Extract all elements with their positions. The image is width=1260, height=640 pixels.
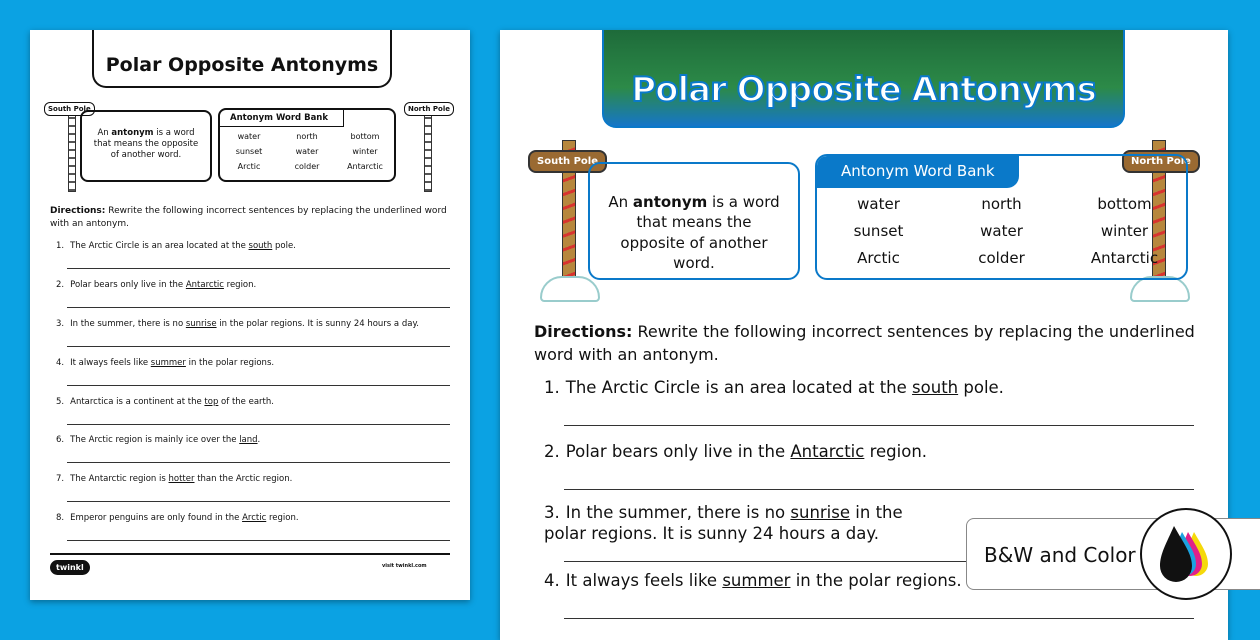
word-bank-grid	[817, 188, 1186, 267]
answer-line	[67, 268, 450, 269]
snow-mound	[540, 276, 600, 302]
sentence-text: 7.	[56, 474, 65, 484]
word-bank-word: Antarctic	[1090, 249, 1159, 267]
badge-label: B&W and Color	[984, 543, 1136, 567]
sentence-text: The Antarctic region is	[70, 474, 169, 484]
answer-line	[67, 424, 450, 425]
word-bank-grid	[220, 127, 394, 171]
sentence-text: 4.	[56, 358, 65, 368]
word-bank-word: winter	[1100, 222, 1149, 240]
sentence-text: It always feels like	[565, 571, 723, 590]
underlined-word: land	[239, 435, 258, 445]
sentence-text: in the polar regions.	[790, 571, 962, 590]
definition-term: antonym	[632, 193, 708, 211]
answer-line	[564, 489, 1194, 490]
underlined-word: south	[248, 241, 273, 251]
sentence-text: 4.	[544, 571, 560, 590]
word-bank-word: water	[295, 147, 319, 156]
answer-line	[564, 425, 1194, 426]
underlined-word: summer	[150, 358, 186, 368]
sentence-text: In the summer, there is no	[70, 319, 186, 329]
sentence-text: Polar bears only live in the	[565, 442, 791, 461]
word-bank-word: sunset	[853, 222, 904, 240]
directions	[534, 320, 1204, 366]
word-bank-word: water	[980, 222, 1023, 240]
definition-text: An	[97, 128, 112, 138]
word-bank-word: colder	[294, 162, 320, 171]
sentence-text: The Arctic Circle is an area located at the	[565, 378, 913, 397]
sentence-item	[56, 358, 274, 368]
north-pole-sign: North Pole	[404, 102, 454, 116]
answer-line	[564, 618, 1194, 619]
word-bank-word: winter	[352, 147, 378, 156]
sentence-text: 3.	[544, 503, 560, 522]
answer-line	[67, 501, 450, 502]
sentence-text: The Arctic Circle is an area located at the	[70, 241, 249, 251]
footer-divider	[50, 553, 450, 555]
word-bank-heading: Antonym Word Bank	[220, 110, 344, 127]
underlined-word: sunrise	[185, 319, 217, 329]
sentence-text: pole.	[272, 241, 296, 251]
sentence-text: region.	[223, 280, 257, 290]
sentence-text: in the polar regions. It is sunny 24 hours a day.	[216, 319, 419, 329]
sentence-text: Antarctica is a continent at the	[70, 397, 205, 407]
bw-worksheet-preview	[30, 30, 470, 600]
sentence-text: .	[257, 435, 261, 445]
sentence-text: 5.	[56, 397, 65, 407]
sentence-text: Polar bears only live in the	[70, 280, 186, 290]
word-bank	[218, 108, 396, 182]
word-bank-word: colder	[978, 249, 1025, 267]
sentence-item	[56, 513, 299, 523]
underlined-word: Antarctic	[185, 280, 224, 290]
ink-drops-icon	[1140, 508, 1232, 600]
sentence-text: pole.	[958, 378, 1004, 397]
sentence-text: In the summer, there is no	[565, 503, 791, 522]
word-bank-heading: Antonym Word Bank	[817, 156, 1019, 188]
word-bank-word: bottom	[350, 132, 380, 141]
twinkl-logo: twinkl	[50, 560, 90, 575]
word-bank-word: north	[296, 132, 318, 141]
word-bank-word: bottom	[1097, 195, 1152, 213]
word-bank	[815, 154, 1188, 280]
answer-line	[67, 346, 450, 347]
sentence-item	[544, 502, 949, 545]
sentence-text: region.	[864, 442, 928, 461]
sentence-text: 1.	[56, 241, 65, 251]
sentence-text: than the Arctic region.	[194, 474, 293, 484]
sentence-text: in the polar regions.	[185, 358, 275, 368]
directions-text: Rewrite the following incorrect sentences by replacing the underlined word with an antonym.	[534, 322, 1195, 365]
word-bank-word: sunset	[235, 147, 263, 156]
word-bank-word: water	[857, 195, 900, 213]
footer-url: visit twinkl.com	[382, 563, 427, 569]
sentence-text: 6.	[56, 435, 65, 445]
directions-text: Rewrite the following incorrect sentences by replacing the underlined word with an antonym.	[50, 206, 447, 230]
directions-label: Directions:	[50, 206, 106, 216]
answer-line	[67, 540, 450, 541]
definition-text: is a word that means the opposite of another word.	[620, 193, 780, 272]
sentence-item	[56, 319, 419, 329]
word-bank-word: water	[237, 132, 261, 141]
answer-line	[67, 307, 450, 308]
sentence-item	[56, 280, 256, 290]
sentence-text: region.	[266, 513, 299, 523]
word-bank-word: north	[981, 195, 1022, 213]
sentence-text: 1.	[544, 378, 560, 397]
directions-label: Directions:	[534, 322, 633, 341]
sentence-text: 3.	[56, 319, 65, 329]
underlined-word: Arctic	[242, 513, 267, 523]
underlined-word: hotter	[168, 474, 195, 484]
word-bank-word: Antarctic	[347, 162, 383, 171]
definition-box	[80, 110, 212, 182]
underlined-word: summer	[722, 571, 791, 590]
sentence-item	[544, 378, 1004, 397]
definition-box	[588, 162, 800, 280]
word-bank-word: Arctic	[237, 162, 261, 171]
sentence-text: 8.	[56, 513, 65, 523]
sentence-text: It always feels like	[70, 358, 151, 368]
sentence-text: Emperor penguins are only found in the	[70, 513, 243, 523]
definition-text: is a word that means the opposite of another word.	[93, 128, 199, 161]
sentence-text: of the earth.	[218, 397, 274, 407]
sentence-item	[544, 442, 927, 461]
definition-term: antonym	[111, 128, 154, 138]
sentence-item	[56, 435, 260, 445]
sentence-text: 2.	[544, 442, 560, 461]
word-bank-word: Arctic	[857, 249, 900, 267]
answer-line	[67, 462, 450, 463]
sentence-item	[56, 474, 292, 484]
south-pole-sign: South Pole	[44, 102, 95, 116]
sentence-text: 2.	[56, 280, 65, 290]
sentence-item	[56, 241, 296, 251]
north-pole-sign: North Pole	[1122, 150, 1200, 173]
title-banner	[602, 30, 1125, 128]
directions	[50, 205, 460, 231]
worksheet-title: Polar Opposite Antonyms	[631, 70, 1096, 110]
underlined-word: Antarctic	[790, 442, 865, 461]
sentence-text: in the polar regions. It is sunny 24 hours a day.	[544, 503, 903, 544]
south-pole-sign: South Pole	[528, 150, 607, 173]
answer-line	[67, 385, 450, 386]
worksheet-title: Polar Opposite Antonyms	[92, 30, 392, 88]
sentence-text: The Arctic region is mainly ice over the	[70, 435, 240, 445]
sentence-item	[56, 397, 274, 407]
underlined-word: top	[204, 397, 219, 407]
sentence-item	[544, 571, 962, 590]
underlined-word: sunrise	[790, 503, 851, 522]
definition-text: An	[608, 193, 633, 211]
underlined-word: south	[912, 378, 959, 397]
